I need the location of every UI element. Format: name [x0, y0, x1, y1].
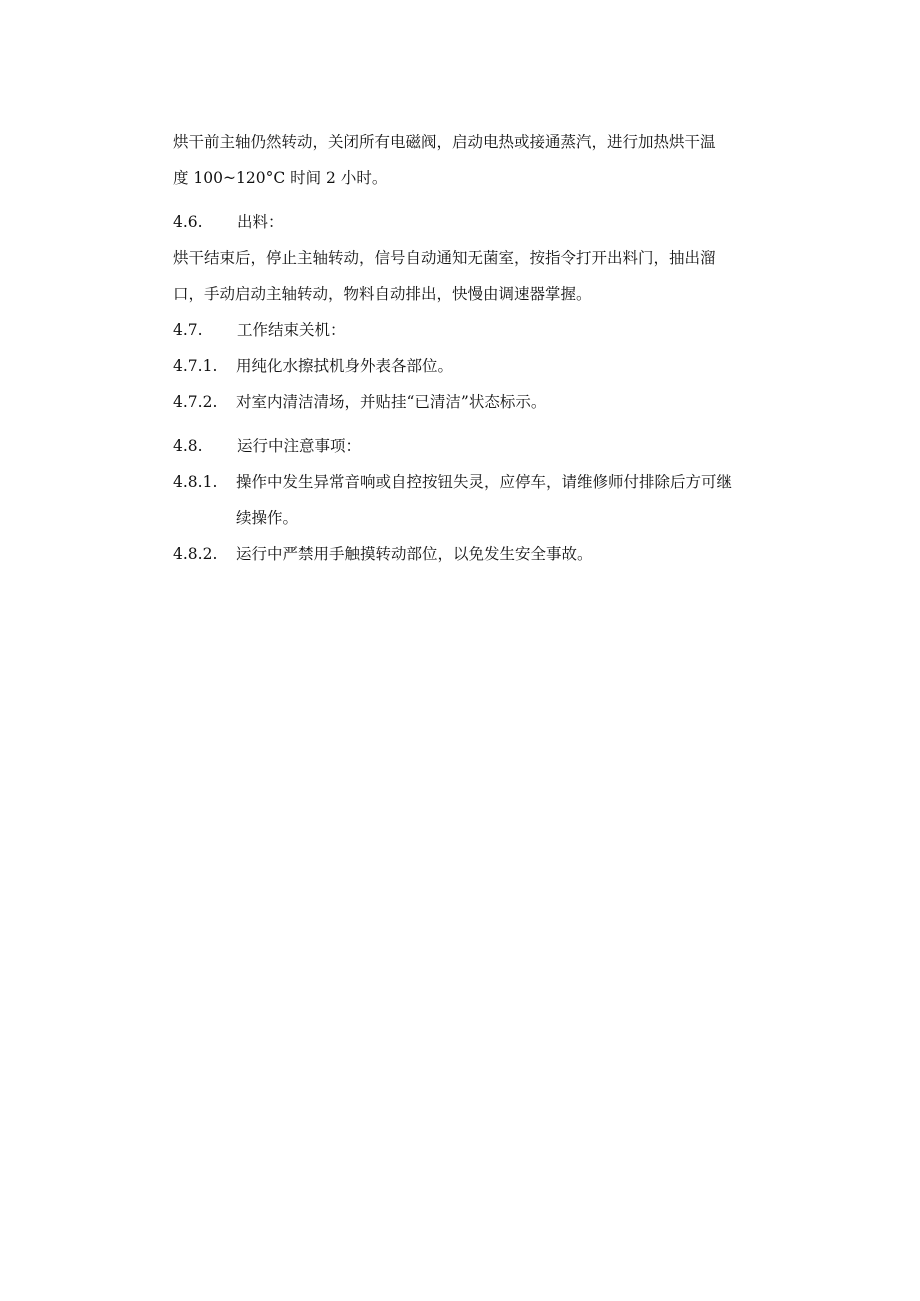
section-number: 4.6. [173, 213, 203, 231]
item-text: 运行中严禁用手触摸转动部位，以免发生安全事故。 [236, 545, 593, 563]
item-number: 4.7.2. [173, 393, 218, 411]
section-heading-4-6 [173, 204, 793, 240]
section-heading-4-8 [173, 428, 793, 464]
list-item-4-8-2 [173, 536, 793, 572]
item-text-line2: 续操作。 [236, 509, 299, 527]
item-text: 对室内清洁清场，并贴挂“已清洁”状态标示。 [236, 393, 547, 411]
item-text-line1: 操作中发生异常音响或自控按钮失灵，应停车，请维修师付排除后方可继 [236, 473, 733, 491]
item-text: 用纯化水擦拭机身外表各部位。 [236, 357, 454, 375]
intro-paragraph-line2: 度 100~120°C 时间 2 小时。 [173, 169, 388, 187]
item-number: 4.7.1. [173, 357, 218, 375]
list-item-4-7-1 [173, 348, 793, 384]
section-number: 4.7. [173, 321, 203, 339]
section-4-6-body-line1: 烘干结束后，停止主轴转动，信号自动通知无菌室，按指令打开出料门，抽出溜 [173, 249, 716, 267]
list-item-4-8-1 [173, 464, 793, 536]
item-number: 4.8.2. [173, 545, 218, 563]
item-number: 4.8.1. [173, 473, 218, 491]
section-title: 运行中注意事项： [237, 437, 362, 455]
intro-paragraph-line1: 烘干前主轴仍然转动，关闭所有电磁阀，启动电热或接通蒸汽，进行加热烘干温 [173, 133, 716, 151]
section-number: 4.8. [173, 437, 203, 455]
item-text [236, 464, 793, 536]
document-body [173, 124, 793, 572]
section-title: 工作结束关机： [237, 321, 346, 339]
section-heading-4-7 [173, 312, 793, 348]
list-item-4-7-2 [173, 384, 793, 420]
section-4-6-body-line2: 口，手动启动主轴转动，物料自动排出，快慢由调速器掌握。 [173, 285, 592, 303]
section-title: 出料： [237, 213, 284, 231]
